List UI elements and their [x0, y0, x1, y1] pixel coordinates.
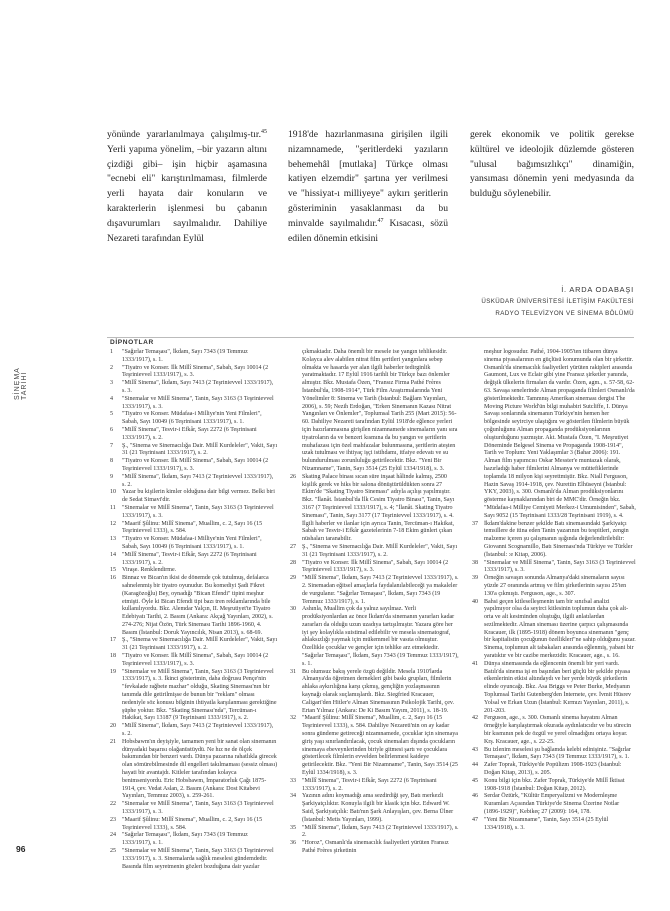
footnote-item	[472, 793, 636, 816]
body-text-run: yönünde yararlanılmaya çalışılmış-tır.	[107, 129, 261, 140]
footnote-number: 7	[110, 442, 114, 449]
footnote-number: 42	[472, 715, 479, 722]
footnote-number: 30	[290, 606, 297, 613]
body-text-run: Kısacası, sözü edilen dönemin etkisini	[288, 217, 448, 244]
footnote-number: 45	[472, 777, 479, 784]
footnote-item	[110, 575, 278, 637]
footnote-number: 35	[290, 824, 297, 831]
footnote-number: 32	[290, 715, 297, 722]
body-text-run: Yerli yapıma yönelim, –bir yazarın altını çizdiği gibi– işin hiçbir aşamasına "ecnebi eli" karıştırılmaması, filmlerde yerli hayata dair konuların ve karakterlerin işlenmesi bu çabanın dışavurumları sayılmalıdır. Dahiliye Nezareti tarafından Eylül	[107, 143, 267, 244]
footnote-text: "Sinemalar ve Millî Sinema", Tanin, Sayı 3163 (3 Teşrinievvel 1333/1917), s. 3.	[122, 395, 274, 410]
notes-column-3	[472, 349, 636, 832]
body-column-1	[107, 128, 267, 246]
footnote-text: Bu izlenim meselesi şu bağlamda kelebi edinişiniz. "Sağırlar Temaşası", İkdam, Sayı 7343 (19 Temmuz 1333/1917), s. 1.	[484, 746, 631, 761]
footnote-item	[290, 778, 460, 794]
footnote-text: Örneğin savaşın sonunda Almanya'daki sinemaların sayısı yüzde 27 oranında artmış ve film şirketlerinin sayısı 25'ten 130'a çıkmıştı. Ferguson, age., s. 307.	[484, 575, 627, 597]
footnote-text: "Millî Sinema", İkdam, Sayı 7413 (2 Teşrinievvel 1333/1917), s. 3.	[122, 380, 274, 394]
footnote-item	[472, 762, 636, 778]
footnote-item	[110, 521, 278, 537]
section-side-label: SİNEMA TARİHİ	[14, 367, 28, 400]
footnote-number: 2	[110, 364, 114, 371]
footnote-number	[290, 349, 302, 474]
footnote-item	[110, 380, 278, 396]
footnote-item	[110, 505, 278, 521]
footnote-item	[290, 349, 460, 474]
footnote-item	[472, 599, 636, 661]
footnote-item	[290, 606, 460, 668]
footnote-number: 16	[110, 575, 117, 582]
footnote-text: "Millî Sinema", İkdam, Sayı 7413 (2 Teşrinievvel 1333/1917), s. 2. Sinemadan eğitsel amaçlarla faydalanılabileceği ya makaleler de vurgulanır. "Sağırlar Temaşası", İkdam, Sayı 7343 (19 Temmuz 1333/1917), s. 1.	[302, 575, 459, 605]
notes-column-1	[110, 349, 278, 871]
footnote-number: 8	[110, 458, 114, 465]
page-number: 96	[16, 844, 26, 854]
footnote-text: "Yeni Bir Nizamname", Tanin, Sayı 3514 (25 Eylül 1334/1918), s. 3.	[484, 816, 609, 831]
footnote-item	[290, 793, 460, 824]
footnote-text: "Sinemalar ve Millî Sinema", Tanin, Sayı 3163 (3 Teşrinievvel 1333/1917), s. 3. İkinci gösterimin, daha doğrusu Pençe'nin "fevkalade rağbete mazhar" olduğu, Skating Sineması'nın bir tanımda dile getirilmişse de bunun bir "reklam" olması nedeniyle söz konusu bilginin ihtiyatla karşılanması gerektiğine şüphe yoktur. Bkz. "Skating Sineması'nda", Tercüman-ı Hakikat, Sayı 13187 (9 Teşrinisani 1333/1917), s. 2.	[122, 668, 277, 722]
footnote-number	[472, 349, 484, 521]
footnote-text: "Tiyatro ve Konser. İlk Millî Sinema", Sabah, Sayı 10014 (2 Teşrinievvel 1333/1917), s. 3.	[122, 458, 269, 472]
footnote-text: "Millî Sinema", Tesvir-i Efkâr, Sayı 2272 (6 Teşrinisani 1333/1917), s. 2.	[122, 426, 257, 441]
footnote-number: 3	[110, 380, 114, 387]
footnote-text: Zafer Toprak, Türkiye'de Popülizm 1908-1923 (İstanbul: Doğan Kitap, 2013), s. 205.	[484, 762, 622, 777]
footnote-text: Ashınla, Muallim çok da yalnız sayılmaz. Yerli prodüksiyonlardan az önce İkdam'da sinemanın yararları kadar zararları da olduğu uzun uzadıya tartışılmıştır. Yazara göre her iyi şey kolaylıkla suistimal edilebilir ve mesela sinematograf, ahlaksızlığı yaymak için mükemmel bir vasıta olmuştur. Özellikle çocuklar ve gençler için tehlike arz etmektedir. "Sağırlar Temaşası", İkdam, Sayı 7343 (19 Temmuz 1333/1917), s. 1.	[302, 606, 459, 667]
footnote-number: 26	[290, 473, 297, 480]
notes-heading: DİPNOTLAR	[110, 339, 154, 346]
notes-divider	[107, 337, 634, 338]
footnote-number: 22	[110, 801, 117, 808]
footnote-text: meşhur logosudur. Pathé, 1904-1905'ten itibaren dünya sinema piyasalarının en güçlüsü konumunda olan bir şirkettir. Osmanlı'da sinemacılık faaliyetleri yürüten rakipleri arasında Gaumont, Lux ve Eclair gibi yine Fransız şirketler yanında, değişik ülkelerin firmaları da vardır. Özen, agm., s. 57-58, 62-63. Savaşa senelerinde Alman propaganda filmleri Osmanlı'da gösterilmektedir. Tammnış Amerikan sineması dergisi The Moving Picture World'ün bilgi muhabiri Sutcliffe, I. Dünya Savaşı sonlarında sinemanın Türkiye'nin hemen her bölgesinde seyirciye ulaştığını ve gösterilen filmlerin büyük çoğunluğunu Alman propaganda prodüksiyonlarının oluşturduğunu yazmıştır. Akt. Mustafa Özen, "I. Meşrutiyet Döneminde Belgesel Sinema ve Propaganda 1908-1914", Tarih ve Toplum: Yeni Yaklaşımlar 3 (Bahar 2006): 191. Alman film yapımcısı Oskar Messter'e muntazak olarak, hazırladığı haber filmlerini Almanya ve müttefiklerinde toplamda 18 milyon kişi seyrettmiştir. Bkz. Niall Ferguson, Hazin Savaş 1914-1918, çev. Nurettin Elhüseyni (İstanbul: YKY, 2003), s. 300. Osmanlı'da Alman prodüksiyonlarını gösterme kaynaklarından biri de MMC'dir. Örneğin bkz. "Müdafaa-i Milliye Cemiyeti Merkez-i Umumisinden", Sabah, Sayı 9052 (15 Teşrinisani 1333/28 Teşrinisani 1919), s. 4.	[484, 349, 636, 519]
footnote-text: Skating Palace binası sıcan süre inşaat hâlinde kalmış, 2500 kişilik gerek ve hiks bir salona dönüştürüldükten sonra 27 Ekim'de "Skating Tiyatro Sineması" adıyla açılışı yapılmıştır. Bkz. "İlanât. İstanbul'da İlk Cesim Tiyatro Binası", Tanin, Sayı 3167 (7 Teşrinievvel 1333/1917), s. 4; "İlanât. Skating Tiyatro Sineması", Tanin, Sayı 3177 (17 Teşrinievvel 1333/1917), s. 4. İlgili haberler ve ilanlar için ayrıca Tanin, Tercüman-ı Hakikat, Sabah ve Tesvir-i Efkâr gazetelerinin 7-18 Ekim günleri çıkan nüshaları taranabilir.	[302, 473, 455, 543]
footnote-item	[110, 848, 278, 871]
footnote-number: 21	[110, 738, 117, 745]
footnote-number: 43	[472, 746, 479, 753]
author-affiliation-1: ÜSKÜDAR ÜNİVERSİTESİ İLETİŞİM FAKÜLTESİ	[481, 298, 634, 305]
notes-column-2	[290, 349, 460, 856]
footnote-text: Yazar bu kişilerin kimler olduğuna dair bilgi vermez. Belki biri de Sedat Simavi'dir.	[122, 489, 275, 504]
footnote-item	[110, 832, 278, 848]
footnote-text: "Millî Sinema", İkdam, Sayı 7413 (2 Teşrinievvel 1333/1917), s. 2.	[122, 473, 274, 488]
footnote-item	[110, 552, 278, 568]
footnote-item	[110, 739, 278, 801]
footnote-item	[110, 365, 278, 381]
footnote-item	[290, 840, 460, 856]
author-block	[470, 284, 634, 320]
footnote-number: 28	[290, 559, 297, 566]
footnote-number: 31	[290, 668, 297, 675]
footnote-item	[290, 825, 460, 841]
footnote-number: 33	[290, 777, 297, 784]
footnote-item	[110, 489, 278, 505]
footnote-number: 44	[472, 762, 479, 769]
footnote-text: "Tiyatro ve Konser. Müdafaa-i Milliye'nin Yeni Filmleri", Sabah, Sayı 10049 (6 Teşrinisani 1333/1917), s. 1.	[122, 536, 262, 550]
footnote-item	[290, 560, 460, 576]
footnote-text: "Sağırlar Temaşası", İkdam, Sayı 7343 (19 Temmuz 1333/1917), s. 1.	[122, 349, 248, 363]
footnote-number: 6	[110, 426, 114, 433]
footnote-text: Yazının adını koymadığı ama sezdirdiği şey, Batı merkezli Şarkiyatçılıktır. Konuyla ilgili bir klasik için bkz. Edward W. Said, Şarkiyatçılık: Batı'nın Şark Anlayışları, çev. Berna Ülner (İstanbul: Metis Yayınları, 1999).	[302, 793, 454, 823]
footnote-number: 39	[472, 575, 479, 582]
footnote-item	[472, 661, 636, 716]
footnote-text: "Millî Sinema", İkdam, Sayı 7413 (2 Teşrinievvel 1333/1917), s. 2.	[302, 824, 459, 839]
footnote-item	[110, 396, 278, 412]
footnote-number: 23	[110, 816, 117, 823]
footnote-item	[472, 817, 636, 833]
footnote-text: Dünya sinemasında da eğlencenin önemli bir yeri vardı. Batılı'da sinema işi en başından beri güçlü bir şekilde piyasa etkenlerinin etkisi altındaydı ve her yerde büyük şirketlerin elinde oyuncağı. Bkz. Asa Briggs ve Peter Burke, Medyanın Toplumsal Tarihi Gutenberg'den İnternete, çev. İvmit Hüsrev Yolsal ve Erkan Uzun (İstanbul: Kırmızı Yayınları, 2011), s. 201-203.	[484, 660, 632, 714]
footnote-text: "Millî Sinema", Tesvir-i Efkâr, Sayı 2272 (6 Teşrinisani 1333/1917), s. 2.	[302, 777, 437, 792]
footnote-number: 15	[110, 567, 117, 574]
footnote-item	[110, 817, 278, 833]
footnote-item	[110, 669, 278, 724]
footnote-item	[110, 723, 278, 739]
footnote-text: "Sinemalar ve Millî Sinema", Tanin, Sayı 3163 (3 Teşrinievvel 1333/1917), s. 3.	[122, 504, 274, 519]
footnote-text: çıkmaktadır. Daha önemli bir mesele ise yangın tehlikesidir. Kolayca alev alabilen nitrat film şeritleri yangınlara sebep olmakta ve hasarda yer alan ilgili haberler tedirginlik yaratmaktadır. 17 Eylül 1916 tarihli bir Türkçe bazı önlemler almıştır. Bkz. Mustafa Özen, "Fransız Firma Pathé Frères İstanbul'da, 1908-1914", Türk Film Araştırmalarında Yeni Yönelimler 8: Sinema ve Tarih (İstanbul: Bağlam Yayınları, 2006), s. 59; Nezih Erdoğan, "Erken Sinemanın Kazası Nitrat Yangınları ve Önlemler", Toplumsal Tarih 255 (Mart 2015): 56-60. Dahiliye Nezareti tarafından Eylül 1918'de eğlence yerleri için hazırlanmasına girişilen nizamnamede sinemaların yanı sıra tiyatroların da ve benzeri kısmına da bu yangın ve şeritlerin muhafazası için özel mahfazalar bulunmasına, şeritlerin ateşten uzak tutulması ve ihtiyaç işçi istihdamı, itfaiye edevatı ve su bulundurulması zorunluluğu getirilecektir. Bkz. "Yeni Bir Nizamname", Tanin, Sayı 3514 (25 Eylül 1334/1918), s. 3.	[302, 349, 458, 472]
footnote-number: 19	[110, 668, 117, 675]
author-name: İ. ARDA ODABAŞI	[561, 285, 634, 294]
footnote-text: "Maarif Şûlinu: Millî Sinema", Muallim, c. 2, Sayı 16 (15 Teşrinievvel 1333), s. 584. Dahiliye Nezareti'nin on ay kadar sonra gündeme getireceği nizamnamede, çocuklar için sinemaya giriş yaşı sınırlandırılacak, çocuk sinemaları dışında çocukların sinemaya ebeveynlerinden biriyle gitmesi şartı ve çocuklara gösterilecek filmlerin evvelden belirlenmesi kaideye getirilecektir. Bkz. "Yeni Bir Nizamname", Tanin, Sayı 3514 (25 Eylül 1334/1918), s. 3.	[302, 715, 458, 777]
footnote-number: 38	[472, 559, 479, 566]
footnote-item	[110, 801, 278, 817]
footnote-item	[110, 637, 278, 653]
footnote-number: 27	[290, 543, 297, 550]
footnote-item	[110, 411, 278, 427]
footnote-number: 37	[472, 520, 479, 527]
footnote-item	[290, 544, 460, 560]
footnote-item	[472, 521, 636, 560]
footnote-text: Konu bilgi için bkz. Zafer Toprak, Türkiye'de Millî İktisat 1908-1918 (İstanbul: Doğan Kitap, 2012).	[484, 777, 625, 792]
footnote-item	[110, 427, 278, 443]
footnote-number: 18	[110, 653, 117, 660]
footnote-number: 11	[110, 504, 116, 511]
footnote-item	[110, 458, 278, 474]
footnote-text: "Tiyatro ve Konser. İlk Millî Sinema", Sabah, Sayı 10014 (2 Teşrinievvel 1333/1917), s. 3.	[302, 559, 449, 574]
footnote-text: Bu olumsuz bakış yerele özgü değildir. Mesela 1910'larda Almanya'da öğretmen dernekleri gibi baskı grupları, filmlerin ahlaka aykırılığına karşı çıkmış, gençliğin yozlaşmasının kaynağı olarak suçlamışlardı. Bkz. Siegfried Kracauer, Caligari'den Hitler'e Alman Sinemasının Psikolojik Tarihi, çev. Ertan Yılmaz (Ankara: De Ki Basım Yayım, 2011), s. 18-19.	[302, 668, 455, 714]
body-column-2	[288, 128, 448, 246]
footnote-item	[110, 536, 278, 552]
footnote-number: 47	[472, 816, 479, 823]
footnote-number: 36	[290, 840, 297, 847]
footnote-text: İkdam'dakine benzer şekilde Batı sinemasındaki Şarkiyatçı temsillere de itina eden Tanin yazarının bu tespitleri, zengin malzeme içeren şu çalışmanın ışığında değerlendirilebilir: Giovanni Scognamillo, Batı Sineması'nda Türkiye ve Türkler (İstanbul: :e Kitap, 2006).	[484, 520, 633, 558]
footnote-number: 40	[472, 598, 479, 605]
footnote-item	[472, 747, 636, 763]
footnote-text: Ş., "Sinema ve Sinemacılığa Dair. Millî Kurdeleler", Vakit, Sayı 31 (21 Teşrinisani 1333/1917), s. 2.	[122, 442, 278, 457]
footnote-text: Binnaz ve Bican'ın ikisi de dönemde çok tutulmuş, defalarca sahnelenmiş bir tiyatro oyunudur. Bu komediyi Şadi Fikret (Karagözoğlu) Bey, oynadığı "Bican Efendi" tipini meşhur etmişti. Öyle ki Bican Efendi tipi bazı tren reklamlarında bile kullanılıyordu. Bkz. Alemdar Yalçın, II. Meşrutiyet'te Tiyatro Edebiyatı Tarihi, 2. Basım (Ankara: Akçağ Yayınları, 2002), s. 274-276; Nijat Özön, Türk Sineması Tarihi 1896-1960, 4. Basım (İstanbul: Doruk Yayıncılık, Nisan 2013), s. 68-69.	[122, 575, 273, 636]
footnote-text: "Sinemalar ve Millî Sinema", Tanin, Sayı 3163 (3 Teşrinievvel 1333/1917), s. 3. Sinemalarda sağlık meselesi gündemdedir. Basında film seyretmenin gözleri bozduğuna dair yazılar	[122, 848, 274, 870]
footnote-number: 9	[110, 473, 114, 480]
footnote-text: Ferguson, age., s. 300. Osmanlı sinema hayatını Alman örneğiyle karşılaştırmak okurada aydınlatıcıdır ve bu sürecin bir kısmının pek de özgül ve yerel olmadığını ortaya koyar. Krş. Kracauer, age., s. 22-25.	[484, 715, 632, 745]
footnote-text: "Tiyatro ve Konser. İlk Millî Sinema", Sabah, Sayı 10014 (2 Teşrinievvel 1333/1917), s. 3.	[122, 364, 269, 379]
footnote-number: 1	[110, 349, 114, 355]
footnote-text: Ş., "Sinema ve Sinemacılığa Dair. Millî Kurdeleler", Vakit, Sayı 31 (21 Teşrinisani 1333/1917), s. 2.	[122, 637, 278, 652]
footnote-number: 24	[110, 832, 117, 839]
footnote-item	[290, 715, 460, 777]
footnote-text: Bahsi geçen kitleselleşmenin tam bir sınıfsal analizi yapılmıyor olsa da seyirci kitlesinin toplumun daha çok alt-orta ve alt kesiminden oluştuğu, ilgili anlatılardan sezilmektedir. Alman sineması üzerine çarpıcı çalışmasında Kracauer, ilk (1895-1918) dönem boyunca sinemanın "genç bir kapitalistin çocuğunun özellikleri"ne sahip olduğunu yazar. Sinema, toplumun alt tabakaları arasında eğlenmiş, yabani bir yaratıktır ve bir cazibe merkezidir. Kracauer, age., s. 16.	[484, 598, 636, 660]
footnote-text: "Tiyatro ve Konser. Müdafaa-i Milliye'nin Yeni Filmleri", Sabah, Sayı 10049 (6 Teşrinisani 1333/1917), s. 1.	[122, 411, 262, 426]
footnote-number: 41	[472, 660, 479, 667]
footnote-text: "Tiyatro ve Konser. İlk Millî Sinema", Sabah, Sayı 10014 (2 Teşrinievvel 1333/1917), s. 3.	[122, 653, 269, 667]
footnote-text: Hobsbawm'ın deyişiyle, tamamen yeni bir sanat olan sinemanın dünyadaki başarısı olağanüstüydü. Ne hız ne de ölçek bakımından bir benzeri vardı. Dünya pazarına rahatlıkla girecek olan sömürebilmesinde dil engelleri takılmaması (sessiz olması) hayati bir avantajdı. Kitleler tarafından kolayca benimseniyordu. Eric Hobsbawm, İmparatorluk Çağı 1875-1914, çev. Vedat Aslan, 2. Basım (Ankara: Dost Kitabevi Yayınları, Temmuz 2003), s. 259-261.	[122, 738, 278, 800]
footnote-number: 5	[110, 411, 114, 418]
footnote-text: "Sinemalar ve Millî Sinema", Tanin, Sayı 3163 (3 Teşrinievvel 1333/1917), s. 3.	[122, 801, 274, 816]
footnote-item	[110, 474, 278, 490]
footnote-ref: 47	[377, 217, 384, 224]
footnote-number: 46	[472, 793, 479, 800]
footnote-text: "Sağırlar Temaşası", İkdam, Sayı 7343 (19 Temmuz 1333/1917), s. 1.	[122, 832, 248, 847]
body-text-run: 1918'de hazırlanmasına girişilen ilgili nizamnamede, "şeritlerdeki yazıların behemehâl [mutlaka] Türkçe olması katiyen elzemdir" şartına yer verilmesi ve "hissiyat-ı milliyeye" aykırı şeritlerin gösteriminin yasaklanması da bu minvalde sayılmalıdır.	[288, 129, 448, 229]
footnote-item	[472, 778, 636, 794]
footnote-number: 10	[110, 489, 117, 496]
footnote-item	[472, 715, 636, 746]
footnote-text: "Maarif Şûlinu: Millî Sinema", Muallim, c. 2, Sayı 16 (15 Teşrinievvel 1333), s. 584.	[122, 520, 263, 535]
footnote-item	[110, 567, 278, 575]
footnote-item	[472, 349, 636, 521]
footnote-number: 14	[110, 551, 117, 558]
footnote-number: 17	[110, 637, 117, 644]
footnote-item	[110, 443, 278, 459]
footnote-text: "Sinemalar ve Millî Sinema", Tanin, Sayı 3163 (3 Teşrinievvel 1333/1917), s. 3.	[484, 559, 636, 574]
footnote-item	[290, 575, 460, 606]
body-text-run: gerek ekonomik ve politik gerekse kültürel ve ideolojik düzlemde gösteren "ulusal bağımsızlıkçı" dinamiğin, yansıması dönemin yeni medyasında da bulduğu söylenebilir.	[470, 129, 634, 200]
footnote-text: Viraşe. Renklendirme.	[122, 567, 177, 574]
footnote-number: 12	[110, 520, 117, 527]
footnote-item	[110, 653, 278, 669]
footnote-text: "Maarif Şûlinu: Millî Sinema", Muallim, c. 2, Sayı 16 (15 Teşrinievvel 1333), s. 584.	[122, 816, 263, 831]
footnote-number: 29	[290, 575, 297, 582]
footnote-text: Serdar Öztürk, "Kültür Emperyalizmi ve Modernleşme Kuramları Açısından Türkiye'de Sinema Üzerine Notlar (1896-1929)", Kebikeç 27 (2009): 164, 178.	[484, 793, 620, 816]
footnote-number: 20	[110, 723, 117, 730]
footnote-number: 4	[110, 395, 114, 402]
footnote-item	[472, 575, 636, 598]
footnote-number: 25	[110, 848, 117, 854]
footnote-item	[110, 349, 278, 365]
footnote-number: 34	[290, 793, 297, 800]
author-affiliation-2: RADYO TELEVİZYON VE SİNEMA BÖLÜMÜ	[495, 310, 634, 317]
footnote-item	[472, 560, 636, 576]
footnote-text: "Millî Sinema", İkdam, Sayı 7413 (2 Teşrinievvel 1333/1917), s. 2.	[122, 723, 274, 738]
footnote-item	[290, 669, 460, 716]
footnote-number: 13	[110, 536, 117, 543]
footnote-ref: 45	[261, 128, 267, 135]
footnote-item	[290, 474, 460, 544]
body-column-3	[470, 128, 634, 202]
footnote-text: "Horoz", Osmanlı'da sinemacılık faaliyetleri yürüten Fransız Pathé Frères şirketinin	[302, 840, 449, 854]
footnote-text: Ş., "Sinema ve Sinemacılığa Dair. Millî Kurdeleler", Vakit, Sayı 31 (21 Teşrinisani 1333/1917), s. 2.	[302, 543, 458, 558]
footnote-text: "Millî Sinema", Tesvir-i Efkâr, Sayı 2272 (6 Teşrinisani 1333/1917), s. 2.	[122, 551, 257, 566]
